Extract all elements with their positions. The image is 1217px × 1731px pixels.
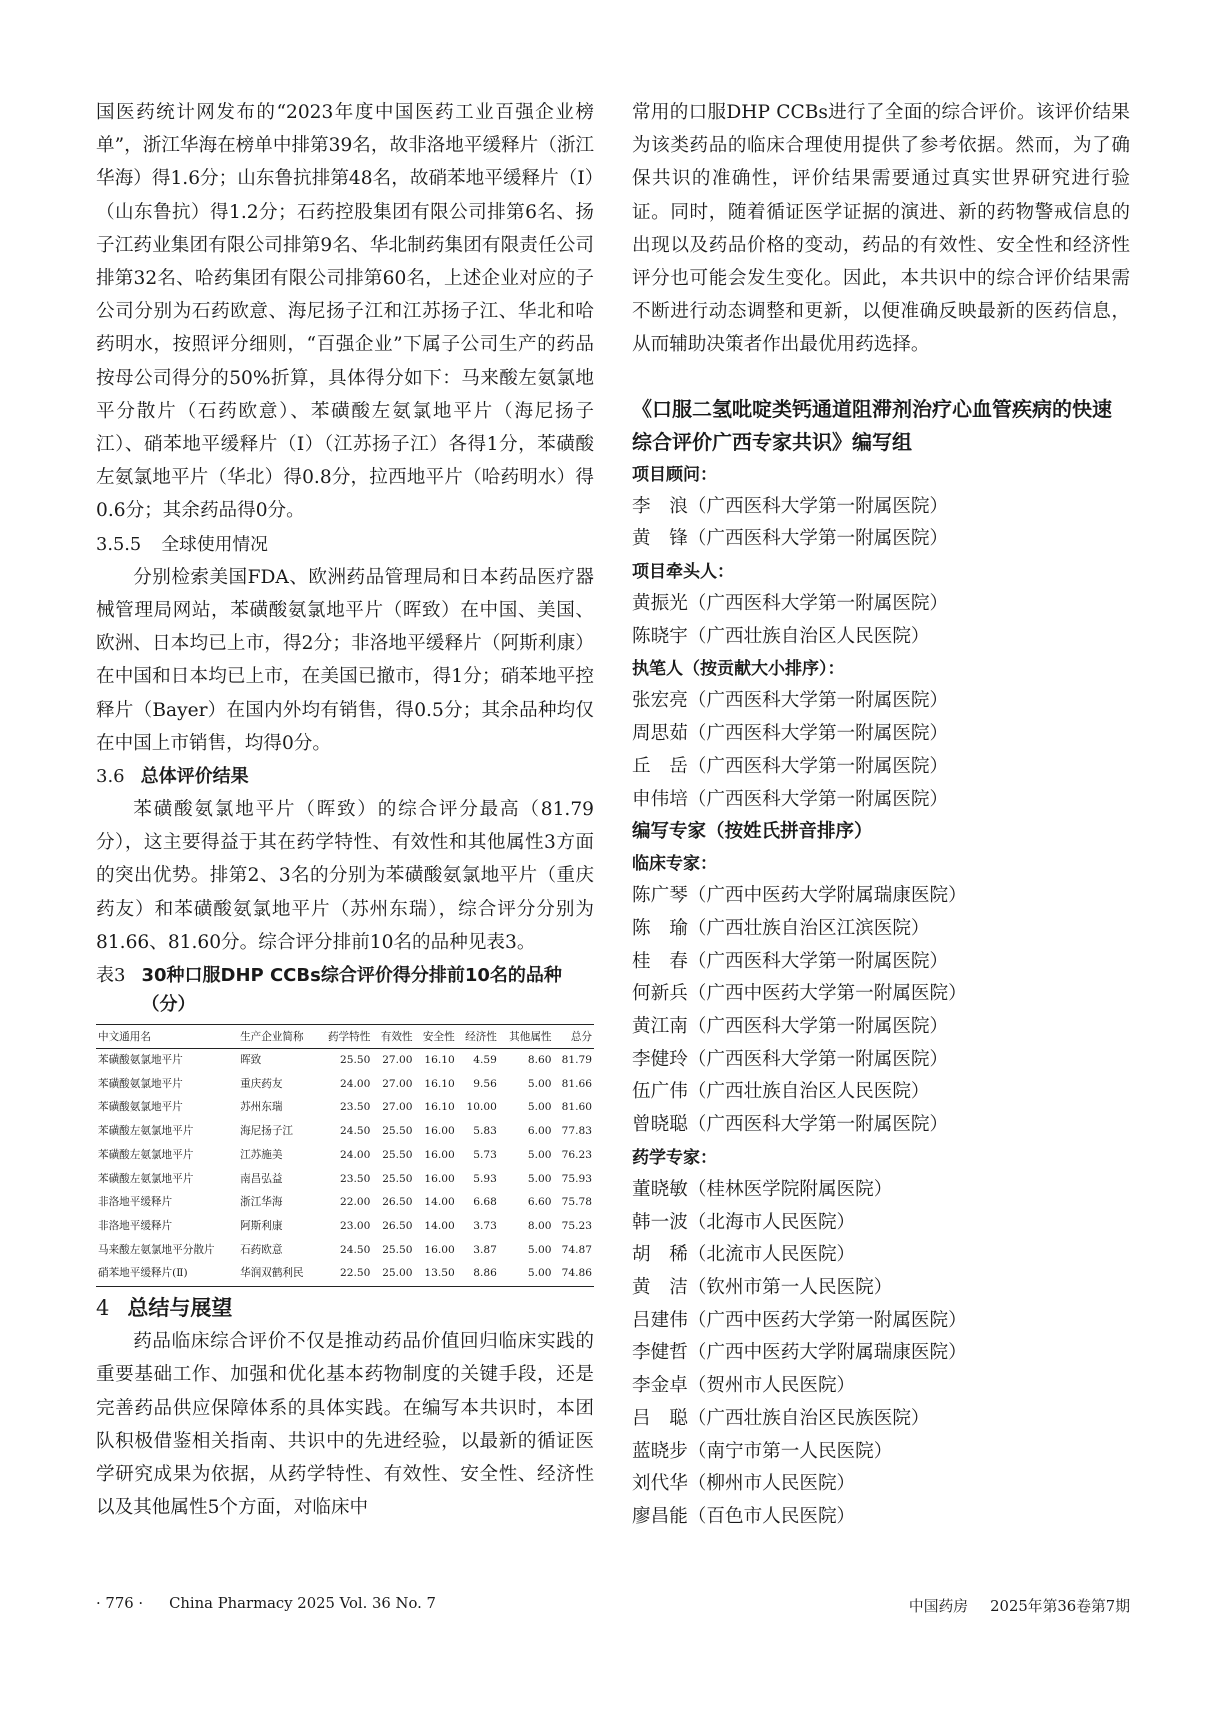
table-cell: 6.60 — [527, 1196, 552, 1209]
table-cell: 3.73 — [473, 1220, 497, 1232]
table-cell: 75.23 — [561, 1220, 592, 1232]
col-header: 总分 — [554, 1025, 594, 1049]
table-cell: 9.56 — [473, 1077, 497, 1090]
table-cell: 16.00 — [424, 1172, 455, 1185]
experts-heading: 编写专家（按姓氏拼音排序） — [632, 821, 873, 843]
table-row — [96, 1049, 594, 1073]
right-column — [632, 96, 1130, 1534]
table-cell: 5.93 — [473, 1172, 497, 1185]
table-row — [96, 1168, 594, 1192]
section-number: 4 — [96, 1296, 110, 1321]
member-entry: 周思茹（广西医科大学第一附属医院） — [632, 723, 949, 745]
member-entry: 桂 春（广西医科大学第一附属医院） — [632, 950, 949, 972]
member-entry: 吕建伟（广西中医药大学第一附属医院） — [632, 1309, 967, 1331]
table-cell: 14.00 — [424, 1196, 455, 1209]
table-cell: 74.87 — [561, 1243, 592, 1256]
table-cell: 苯磺酸氨氯地平片 — [98, 1054, 183, 1067]
table-cell: 重庆药友 — [240, 1077, 283, 1090]
table-cell: 25.50 — [382, 1243, 413, 1256]
member-entry: 李金卓（贺州市人民医院） — [632, 1375, 856, 1397]
member-list — [632, 685, 1130, 816]
table-cell: 6.00 — [527, 1125, 552, 1138]
table-row — [96, 1073, 594, 1097]
table-cell: 非洛地平缓释片 — [98, 1196, 173, 1209]
group-title: 《口服二氢吡啶类钙通道阻滞剂治疗心血管疾病的快速综合评价广西专家共识》编写组 — [632, 396, 1112, 454]
journal-name-en: China Pharmacy 2025 Vol. 36 No. 7 — [169, 1595, 436, 1612]
footer-left — [96, 1595, 436, 1612]
table-cell: 5.00 — [527, 1148, 552, 1161]
table-cell: 阿斯利康 — [240, 1220, 283, 1232]
member-entry: 丘 岳（广西医科大学第一附属医院） — [632, 755, 949, 777]
col-header: 药学特性 — [318, 1025, 373, 1049]
member-list — [632, 880, 1130, 1142]
table-cell: 8.60 — [527, 1054, 552, 1067]
member-list — [632, 588, 1130, 653]
table-row — [96, 1239, 594, 1263]
table-cell: 非洛地平缓释片 — [98, 1220, 173, 1232]
section-heading — [96, 1291, 594, 1325]
member-entry: 伍广伟（广西壮族自治区人民医院） — [632, 1081, 930, 1103]
table-cell: 16.10 — [424, 1101, 455, 1114]
table-cell: 25.50 — [382, 1125, 413, 1138]
subsection-number: 3.5.5 — [96, 533, 142, 555]
table-cell: 晖致 — [240, 1054, 262, 1067]
member-entry: 陈晓宇（广西壮族自治区人民医院） — [632, 625, 930, 647]
member-entry: 申伟培（广西医科大学第一附属医院） — [632, 788, 949, 810]
member-entry: 何新兵（广西中医药大学第一附属医院） — [632, 983, 967, 1005]
table-cell: 81.60 — [561, 1101, 592, 1114]
table-cell: 76.23 — [561, 1148, 592, 1161]
table-cell: 74.86 — [554, 1262, 594, 1286]
table-cell: 22.50 — [318, 1262, 373, 1286]
member-entry: 蓝晓步（南宁市第一人民医院） — [632, 1440, 893, 1462]
table-cell: 16.00 — [424, 1125, 455, 1138]
col-header: 经济性 — [457, 1025, 499, 1049]
body-paragraph: 国医药统计网发布的“2023年度中国医药工业百强企业榜单”，浙江华海在榜单中排第39名，故非洛地平缓释片（浙江华海）得1.6分；山东鲁抗排第48名，故硝苯地平缓释片（Ⅰ）（山东鲁抗）得1.2分；石药控股集团有限公司排第6名、扬子江药业集团有限公司排第9名、华北制药集团有限责任公司排第32名、哈药集团有限公司排第60名，上述企业对应的子公司分别为石药欧意、海尼扬子江和江苏扬子江、华北和哈药明水，按照评分细则，“百强企业”下属子公司生产的药品按母公司得分的50%折算，具体得分如下：马来酸左氨氯地平分散片（石药欧意）、苯磺酸左氨氯地平片（海尼扬子江）、硝苯地平缓释片（Ⅰ）（江苏扬子江）各得1分，苯磺酸左氨氯地平片（华北）得0.8分，拉西地平片（哈药明水）得0.6分；其余药品得0分。 — [96, 102, 595, 522]
score-table — [96, 1024, 594, 1287]
table-cell: 77.83 — [561, 1125, 592, 1138]
member-entry: 曾晓聪（广西医科大学第一附属医院） — [632, 1114, 949, 1136]
member-entry: 张宏亮（广西医科大学第一附属医院） — [632, 690, 949, 712]
table-cell: 8.86 — [457, 1262, 499, 1286]
table-cell: 16.10 — [424, 1077, 455, 1090]
table-cell: 16.00 — [424, 1148, 455, 1161]
page-number: · 776 · — [96, 1595, 144, 1612]
member-entry: 黄江南（广西医科大学第一附属医院） — [632, 1016, 949, 1038]
table-cell: 25.00 — [372, 1262, 414, 1286]
member-entry: 李健哲（广西中医药大学附属瑞康医院） — [632, 1342, 967, 1364]
table-cell: 27.00 — [382, 1077, 413, 1090]
table-cell: 5.00 — [527, 1077, 552, 1090]
body-paragraph: 常用的口服DHP CCBs进行了全面的综合评价。该评价结果为该类药品的临床合理使用提供了参考依据。然而，为了确保共识的准确性，评价结果需要通过真实世界研究进行验证。同时，随着循证医学证据的演进、新的药物警戒信息的出现以及药品价格的变动，药品的有效性、安全性和经济性评分也可能会发生变化。因此，本共识中的综合评价结果需不断进行动态调整和更新，以便准确反映最新的医药信息，从而辅助决策者作出最优用药选择。 — [632, 102, 1130, 356]
table-cell: 南昌弘益 — [240, 1172, 283, 1185]
table-cell: 81.79 — [561, 1054, 592, 1067]
clinical-heading: 临床专家： — [632, 854, 717, 875]
table-row — [96, 1215, 594, 1239]
table-cell: 8.00 — [527, 1220, 552, 1232]
member-entry: 李健玲（广西医科大学第一附属医院） — [632, 1048, 949, 1070]
issue-info: 2025年第36卷第7期 — [990, 1598, 1130, 1615]
subsection-heading — [96, 528, 594, 561]
member-entry: 李 浪（广西医科大学第一附属医院） — [632, 495, 949, 517]
table-cell: 23.00 — [340, 1220, 371, 1232]
member-entry: 韩一波（北海市人民医院） — [632, 1211, 856, 1233]
table-row — [96, 1144, 594, 1168]
table-cell: 3.87 — [473, 1243, 497, 1256]
table-cell: 25.50 — [382, 1148, 413, 1161]
table-cell: 华润双鹤利民 — [238, 1262, 318, 1286]
table-cell: 24.00 — [340, 1077, 371, 1090]
table-cell: 27.00 — [382, 1101, 413, 1114]
col-header: 中文通用名 — [96, 1025, 238, 1049]
table-cell: 5.00 — [527, 1172, 552, 1185]
body-paragraph: 药品临床综合评价不仅是推动药品价值回归临床实践的重要基础工作、加强和优化基本药物制度的关键手段，还是完善药品供应保障体系的具体实践。在编写本共识时，本团队积极借鉴相关指南、共识中的先进经验，以最新的循证医学研究成果为依据，从药学特性、有效性、安全性、经济性以及其他属性5个方面，对临床中 — [96, 1331, 594, 1519]
table-cell: 4.59 — [473, 1054, 497, 1067]
table-cell: 24.00 — [340, 1148, 371, 1161]
table-row — [96, 1262, 594, 1286]
table-cell: 16.00 — [424, 1243, 455, 1256]
member-entry: 黄 洁（钦州市第一人民医院） — [632, 1276, 893, 1298]
pharm-heading: 药学专家： — [632, 1147, 717, 1168]
table-cell: 25.50 — [340, 1054, 371, 1067]
col-header: 有效性 — [372, 1025, 414, 1049]
table-row — [96, 1120, 594, 1144]
table-cell: 苯磺酸氨氯地平片 — [98, 1101, 183, 1114]
table-cell: 23.50 — [340, 1172, 371, 1185]
table-cell: 23.50 — [340, 1101, 371, 1114]
table-cell: 5.00 — [527, 1243, 552, 1256]
table-number: 表3 — [96, 965, 126, 987]
table-cell: 苯磺酸左氨氯地平片 — [98, 1172, 194, 1185]
table-cell: 苯磺酸左氨氯地平片 — [98, 1125, 194, 1138]
member-entry: 陈广琴（广西中医药大学附属瑞康医院） — [632, 885, 967, 907]
table-header-row — [96, 1025, 594, 1049]
table-cell: 24.50 — [340, 1243, 371, 1256]
table-cell: 26.50 — [382, 1196, 413, 1209]
table-title: 30种口服DHP CCBs综合评价得分排前10名的品种（分） — [141, 965, 562, 1016]
table-cell: 海尼扬子江 — [240, 1125, 294, 1138]
leader-heading: 项目牵头人： — [632, 562, 734, 583]
table-cell: 5.00 — [499, 1262, 554, 1286]
table-cell: 14.00 — [424, 1220, 455, 1232]
body-paragraph: 苯磺酸氨氯地平片（晖致）的综合评分最高（81.79分），这主要得益于其在药学特性、有效性和其他属性3方面的突出优势。排第2、3名的分别为苯磺酸氨氯地平片（重庆药友）和苯磺酸氨氯地平片（苏州东瑞），综合评分分别为81.66、81.60分。综合评分排前10名的品种见表3。 — [96, 799, 594, 953]
section-title: 总结与展望 — [127, 1296, 233, 1321]
member-entry: 胡 稀（北流市人民医院） — [632, 1244, 856, 1266]
table-cell: 江苏施美 — [240, 1148, 283, 1161]
table-cell: 75.93 — [561, 1172, 592, 1185]
member-entry: 陈 瑜（广西壮族自治区江滨医院） — [632, 917, 930, 939]
table-cell: 浙江华海 — [240, 1196, 283, 1209]
subsection-title: 全球使用情况 — [161, 533, 268, 555]
journal-name-cn: 中国药房 — [908, 1598, 969, 1615]
table-cell: 16.10 — [424, 1054, 455, 1067]
footer-right — [909, 1595, 1130, 1616]
body-paragraph: 分别检索美国FDA、欧洲药品管理局和日本药品医疗器械管理局网站，苯磺酸氨氯地平片（晖致）在中国、美国、欧洲、日本均已上市，得2分；非洛地平缓释片（阿斯利康）在中国和日本均已上市，在美国已撤市，得1分；硝苯地平控释片（Bayer）在国内外均有销售，得0.5分；其余品种均仅在中国上市销售，均得0分。 — [96, 566, 594, 754]
left-column — [96, 96, 594, 1524]
table-cell: 81.66 — [561, 1077, 592, 1090]
member-entry: 董晓敏（桂林医学院附属医院） — [632, 1178, 893, 1200]
col-header: 安全性 — [415, 1025, 457, 1049]
table-cell: 马来酸左氨氯地平分散片 — [98, 1243, 215, 1256]
member-list — [632, 1174, 1130, 1534]
table-cell: 硝苯地平缓释片(Ⅱ) — [96, 1262, 238, 1286]
table-cell: 26.50 — [382, 1220, 413, 1232]
table-cell: 22.00 — [340, 1196, 371, 1209]
table-cell: 苏州东瑞 — [240, 1101, 283, 1114]
table-cell: 5.00 — [527, 1101, 552, 1114]
adviser-heading: 项目顾问： — [632, 464, 717, 485]
col-header: 生产企业简称 — [238, 1025, 318, 1049]
table-cell: 6.68 — [473, 1196, 497, 1209]
table-cell: 苯磺酸左氨氯地平片 — [98, 1148, 194, 1161]
table-cell: 苯磺酸氨氯地平片 — [98, 1077, 183, 1090]
member-entry: 吕 聪（广西壮族自治区民族医院） — [632, 1407, 930, 1429]
table-row — [96, 1191, 594, 1215]
table-cell: 石药欧意 — [240, 1243, 283, 1256]
member-list — [632, 491, 1130, 556]
table-cell: 10.00 — [466, 1101, 497, 1114]
member-entry: 黄 锋（广西医科大学第一附属医院） — [632, 528, 949, 550]
member-entry: 廖昌能（百色市人民医院） — [632, 1505, 856, 1527]
section-number: 3.6 — [96, 766, 125, 788]
table-cell: 5.83 — [473, 1125, 497, 1138]
col-header: 其他属性 — [499, 1025, 554, 1049]
table-cell: 75.78 — [561, 1196, 592, 1209]
table-caption — [96, 961, 594, 1019]
table-row — [96, 1096, 594, 1120]
table-cell: 27.00 — [382, 1054, 413, 1067]
section-heading — [96, 760, 594, 793]
table-cell: 25.50 — [382, 1172, 413, 1185]
table-cell: 5.73 — [473, 1148, 497, 1161]
table-cell: 24.50 — [340, 1125, 371, 1138]
member-entry: 刘代华（柳州市人民医院） — [632, 1473, 856, 1495]
writer-heading: 执笔人（按贡献大小排序）： — [632, 659, 845, 680]
table-cell: 13.50 — [415, 1262, 457, 1286]
member-entry: 黄振光（广西医科大学第一附属医院） — [632, 593, 949, 615]
section-title: 总体评价结果 — [140, 766, 249, 788]
